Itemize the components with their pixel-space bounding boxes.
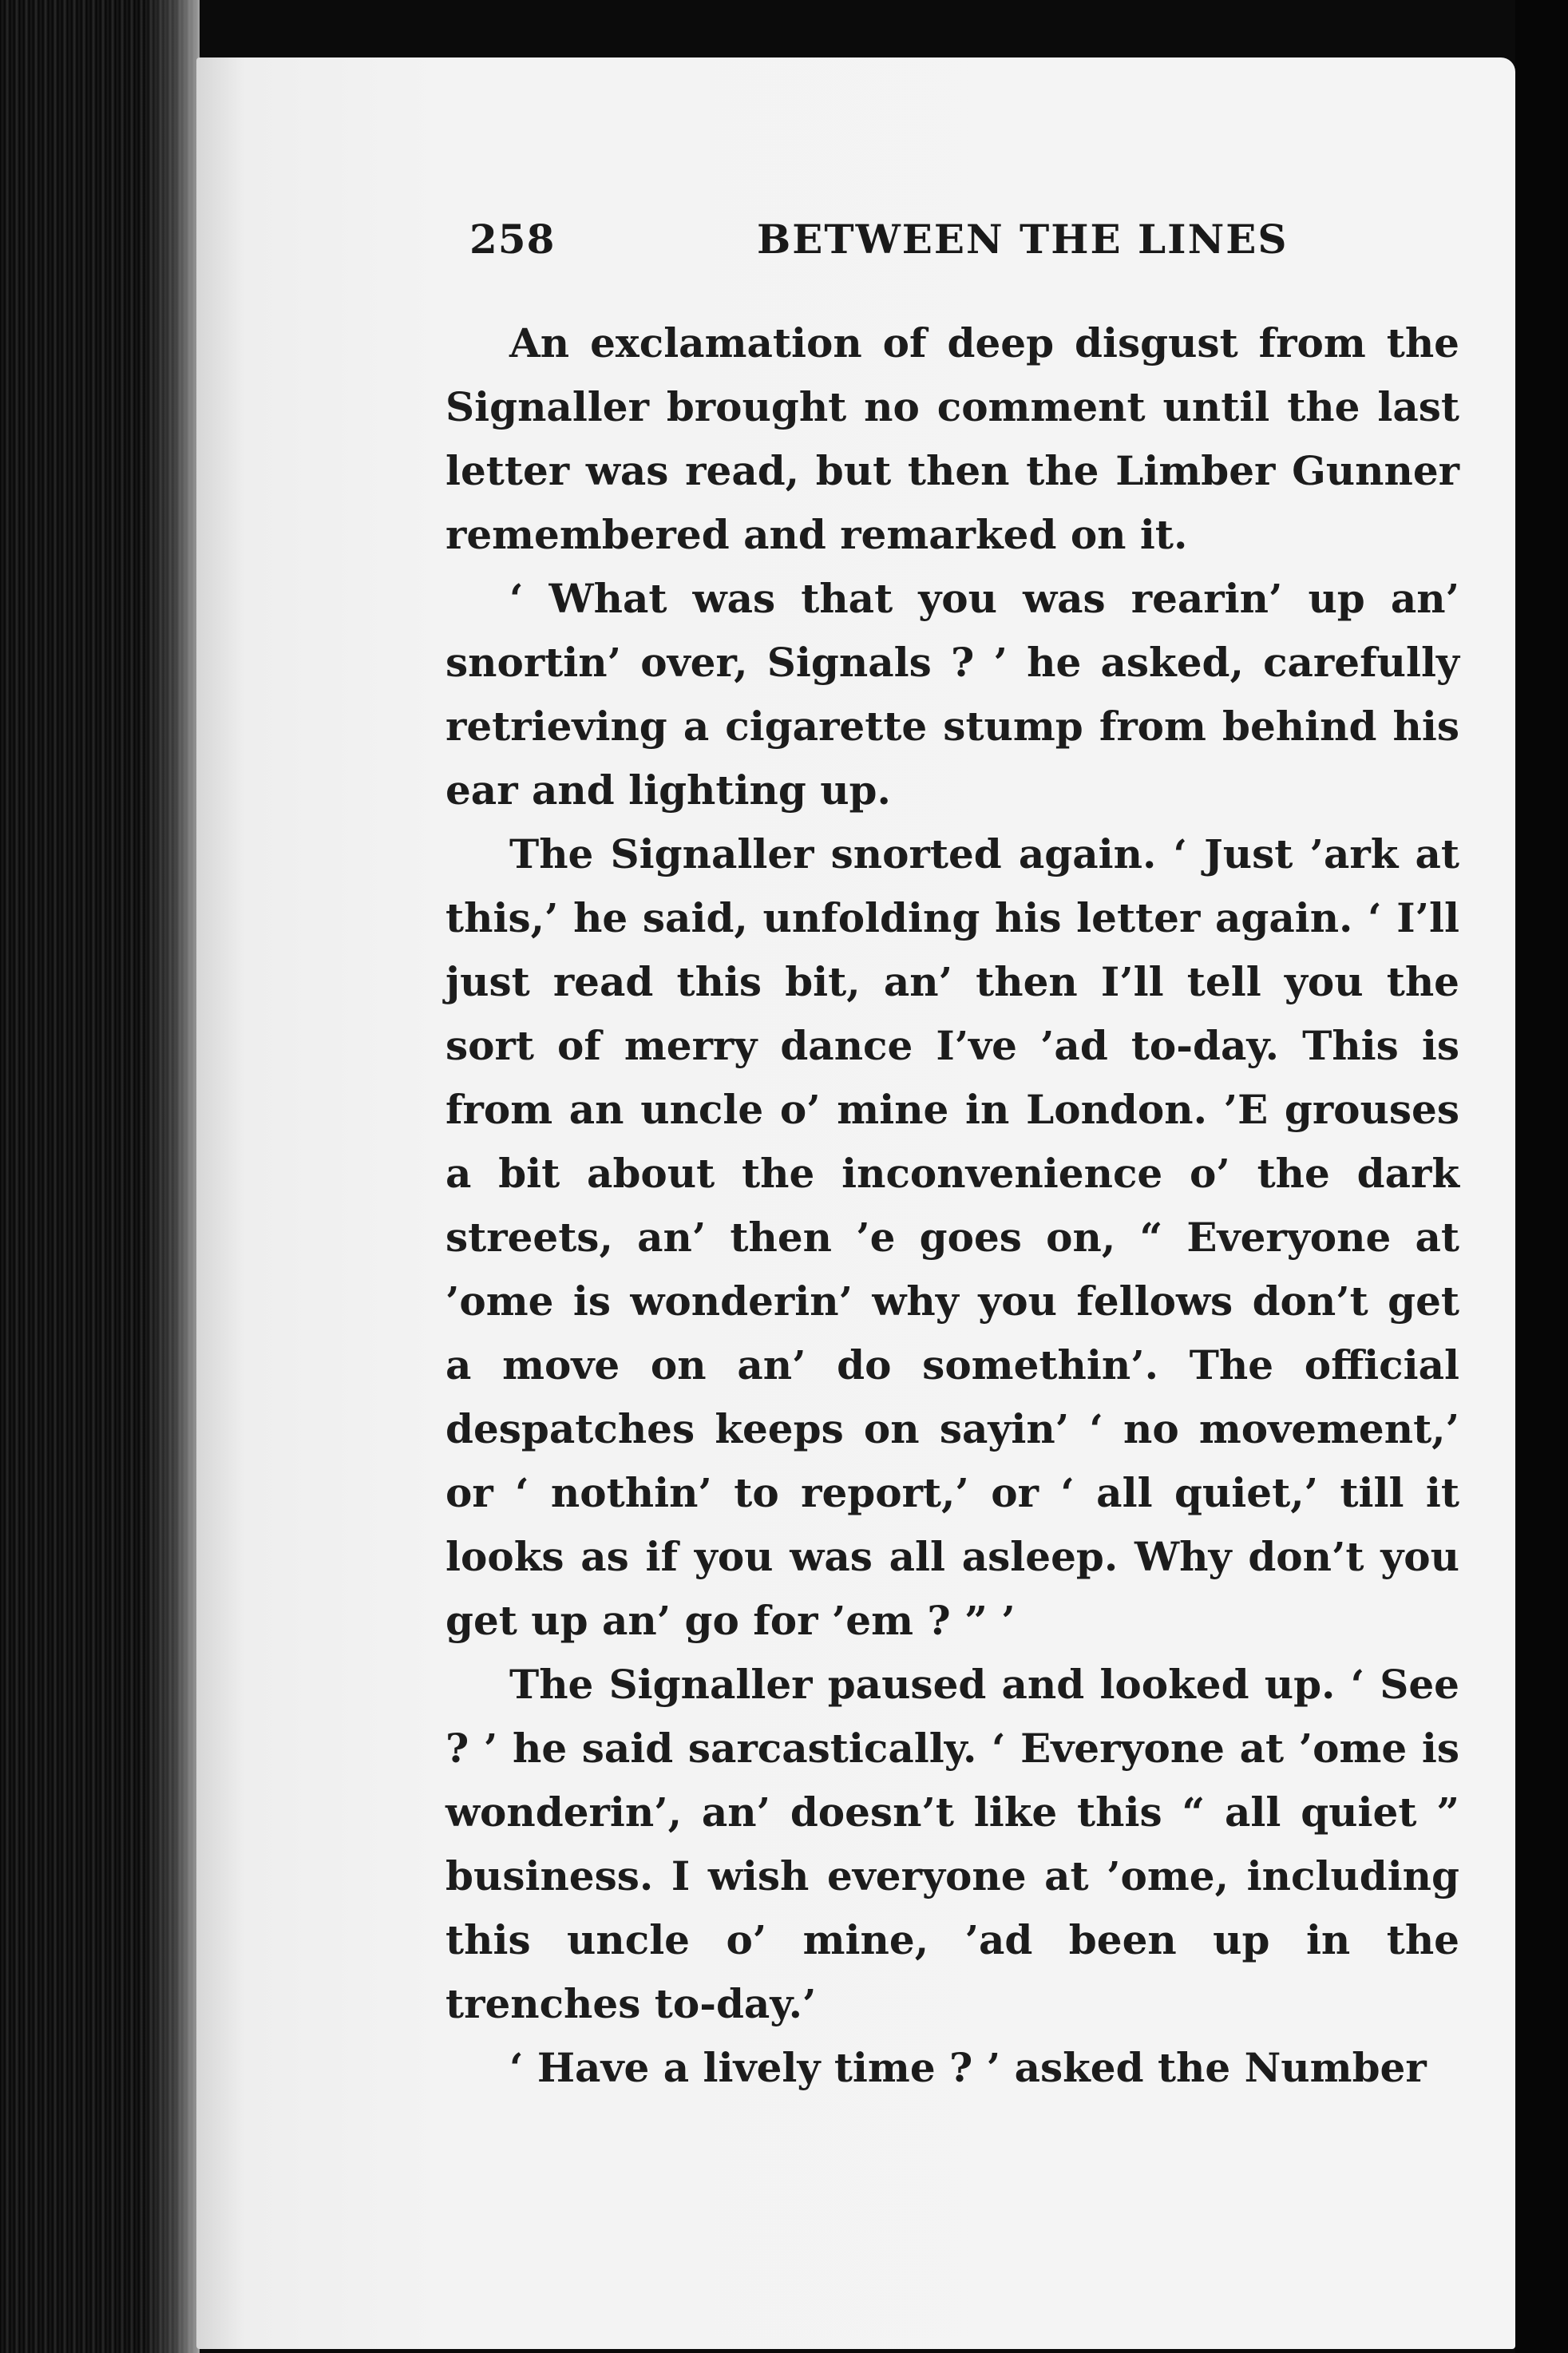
- paragraph: The Signaller snorted again. ‘ Just ’ark at this,’ he said, unfolding his letter again. ‘ I’ll just read this bit, an’ then I’ll tell you the sort of merry dance I’ve ’ad to-day. This is from an uncle o’ mine in London. ’E grouses a bit about the inconvenience o’ the dark streets, an’ then ’e goes on, “ Everyone at ’ome is wonderin’ why you fellows don’t get a move on an’ do somethin’. The official despatches keeps on sayin’ ‘ no movement,’ or ‘ nothin’ to report,’ or ‘ all quiet,’ till it looks as if you was all asleep. Why don’t you get up an’ go for ’em ? ” ’: [445, 830, 1459, 1644]
- page-number: 258: [469, 216, 556, 263]
- paragraph: ‘ Have a lively time ? ’ asked the Number: [509, 2044, 1427, 2091]
- paragraph: ‘ What was that you was rearin’ up an’ snortin’ over, Signals ? ’ he asked, carefully retrieving a cigarette stump from behind his ear and lighting up.: [445, 575, 1459, 814]
- scanned-dark-margin: [1515, 0, 1568, 2353]
- scanned-book-spine-edge: [0, 0, 200, 2353]
- paragraph: The Signaller paused and looked up. ‘ See ? ’ he said sarcastically. ‘ Everyone at ’ome is wonderin’, an’ doesn’t like this “ all quiet ” business. I wish everyone at ’ome, including this uncle o’ mine, ’ad been up in the trenches to-day.’: [445, 1661, 1459, 2027]
- page-header: [271, 160, 1309, 263]
- paragraph: An exclamation of deep disgust from the Signaller brought no comment until the last letter was read, but then the Limber Gunner remembered and remarked on it.: [445, 319, 1459, 558]
- body-text: [445, 311, 1459, 2100]
- running-title: BETWEEN THE LINES: [757, 216, 1289, 263]
